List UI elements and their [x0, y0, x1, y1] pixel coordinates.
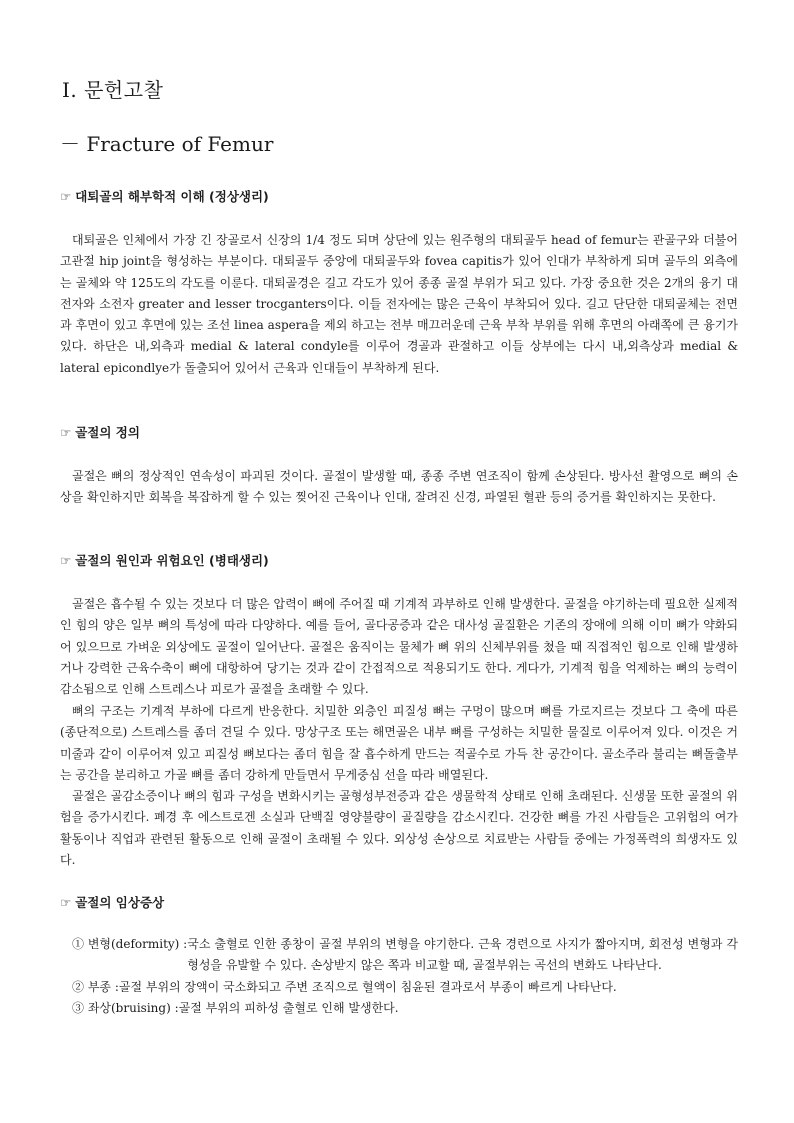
- symptom-text: 골절 부위의 피하성 출혈로 인해 발생한다.: [178, 1000, 399, 1015]
- section-heading-text: 대퇴골의 해부학적 이해 (정상생리): [75, 189, 269, 204]
- paragraph-anatomy: 대퇴골은 인체에서 가장 긴 장골로서 신장의 1/4 정도 되며 상단에 있는 원주형의 대퇴골두 head of femur는 관골구와 더불어고관절 hip joint을 형성하는 부분이다. 대퇴골두 중앙에 대퇴골두와 fovea capitis가 있어 인대가 부착하게 되며 골두의 외측에는 골체와 약 125도의 각도를 이룬다. 대퇴골경은 길고 각도가 있어 종종 골절 부위가 되고 있다. 가장 중요한 것은 2개의 융기 대전자와 소전자 greater and lesser trocganters이다. 이들 전자에는 많은 근육이 부착되어 있다. 길고 단단한 대퇴골체는 전면과 후면이 있고 후면에 있는 조선 linea aspera을 제외 하고는 전부 매끄러운데 근육 부착 부위를 위해 후면의 아래쪽에 큰 융기가 있다. 하단은 내,외측과 medial & lateral condyle를 이루어 경골과 관절하고 이들 상부에는 다시 내,외측상과 medial & lateral epicondlye가 돌출되어 있어서 근육과 인대들이 부착하게 된다.: [60, 233, 738, 375]
- page-title: Ⅰ. 문헌고찰: [62, 78, 164, 102]
- symptom-label: ② 부종 :: [72, 979, 119, 994]
- pointing-hand-icon: ☞: [60, 895, 72, 910]
- paragraph-causes-2: 뼈의 구조는 기계적 부하에 다르게 반응한다. 치밀한 외층인 피질성 뼈는 구멍이 많으며 뼈를 가로지르는 것보다 그 축에 따른 (종단적으로) 스트레스를 좀더 견딜 수 있다. 망상구조 또는 해면골은 내부 뼈를 구성하는 치밀한 물질로 이루어져 있다. 이것은 거미줄과 같이 이루어져 있고 피질성 뼈보다는 좀더 힘을 잘 흡수하게 만드는 적골수로 가득 찬 공간이다. 골소주라 불리는 뼈돌출부는 공간을 분리하고 가골 뼈를 좀더 강하게 만들면서 무게중심 선을 따라 배열된다.: [60, 704, 738, 782]
- symptom-text: 국소 출혈로 인한 종창이 골절 부위의 변형을 야기한다. 근육 경련으로 사지가 짧아지며, 회전성 변형과 각 형성을 유발할 수 있다. 손상받지 않은 쪽과 비교할 때, 골절부위는 곡선의 변화도 나타난다.: [187, 937, 738, 973]
- pointing-hand-icon: ☞: [60, 425, 72, 440]
- section-heading-definition: [60, 423, 140, 441]
- section-heading-causes: [60, 551, 269, 569]
- list-item: [72, 977, 738, 998]
- pointing-hand-icon: ☞: [60, 553, 72, 568]
- section-heading-text: 골절의 원인과 위험요인 (병태생리): [75, 553, 269, 568]
- symptom-label: ① 변형(deformity) :: [72, 937, 188, 951]
- section-heading-symptoms: [60, 893, 164, 911]
- symptom-text: 골절 부위의 장액이 국소화되고 주변 조직으로 혈액이 침윤된 결과로서 부종이 빠르게 나타난다.: [118, 979, 617, 994]
- list-item: [72, 934, 738, 977]
- symptom-label: ③ 좌상(bruising) :: [72, 1000, 179, 1015]
- symptom-list: [72, 934, 738, 1019]
- paragraph-definition: 골절은 뼈의 정상적인 연속성이 파괴된 것이다. 골절이 발생할 때, 종종 주변 연조직이 함께 손상된다. 방사선 촬영으로 뼈의 손상을 확인하지만 회복을 복잡하게 할 수 있는 찢어진 근육이나 인대, 잘려진 신경, 파열된 혈관 등의 증거를 확인하지는 못한다.: [60, 469, 738, 505]
- section-heading-text: 골절의 정의: [75, 425, 140, 440]
- list-item: [72, 998, 738, 1019]
- section-heading-anatomy: [60, 187, 269, 205]
- page-subtitle: － Fracture of Femur: [60, 132, 274, 156]
- pointing-hand-icon: ☞: [60, 189, 72, 204]
- section-heading-text: 골절의 임상증상: [75, 895, 165, 910]
- paragraph-causes-3: 골절은 골감소증이나 뼈의 힘과 구성을 변화시키는 골형성부전증과 같은 생물학적 상태로 인해 초래된다. 신생물 또한 골절의 위험을 증가시킨다. 폐경 후 에스트로겐 소실과 단백질 영양불량이 골질량을 감소시킨다. 건강한 뼈를 가진 사람들은 고위험의 여가활동이나 직업과 관련된 활동으로 인해 골절이 초래될 수 있다. 외상성 손상으로 치료받는 사람들 중에는 가정폭력의 희생자도 있다.: [60, 789, 738, 867]
- paragraph-causes-1: 골절은 흡수될 수 있는 것보다 더 많은 압력이 뼈에 주어질 때 기계적 과부하로 인해 발생한다. 골절을 야기하는데 필요한 실제적인 힘의 양은 일부 뼈의 특성에 따라 다양하다. 예를 들어, 골다공증과 같은 대사성 골질환은 기존의 장애에 의해 이미 뼈가 약화되어 있으므로 가벼운 외상에도 골절이 일어난다. 골절은 움직이는 물체가 뼈 위의 신체부위를 쳤을 때 직접적인 힘으로 인해 발생하거나 강력한 근육수축이 뼈에 대항하여 당기는 것과 같이 간접적으로 적용되기도 한다. 게다가, 기계적 힘을 억제하는 뼈의 능력이 감소됨으로 인해 스트레스나 피로가 골절을 초래할 수 있다.: [60, 597, 738, 697]
